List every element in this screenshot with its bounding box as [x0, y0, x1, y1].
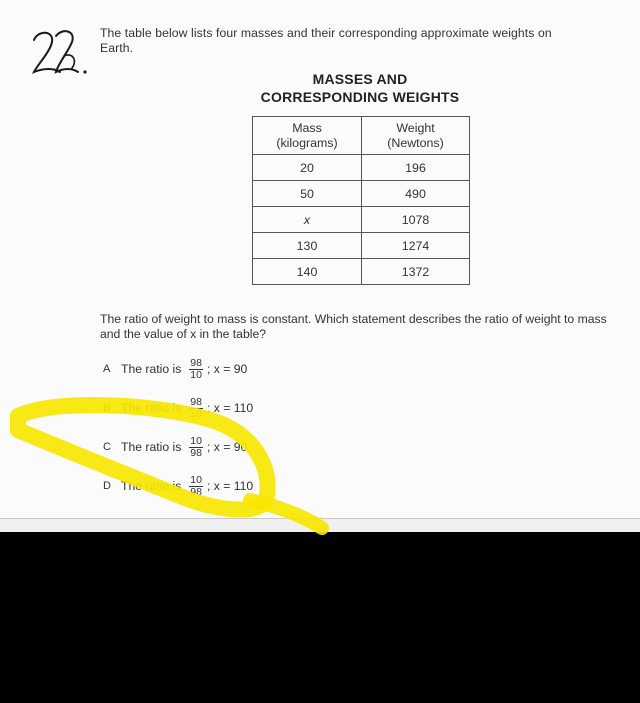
table-row — [253, 259, 470, 285]
mass-weight-table — [252, 116, 470, 285]
fraction-numerator: 98 — [190, 395, 202, 408]
choice-x-value: ; x = 110 — [206, 401, 254, 415]
weight-cell: 1274 — [362, 233, 470, 259]
question-stem: The ratio of weight to mass is constant. Which statement describes the ratio of weight to mass and the value of x in the table? — [100, 312, 607, 341]
question-prompt: The table below lists four masses and their corresponding approximate weights on Earth. — [100, 26, 552, 55]
choice-letter: D — [103, 480, 111, 492]
weight-cell: 196 — [362, 155, 470, 181]
mass-cell: 50 — [253, 181, 362, 207]
answer-choice-c[interactable] — [103, 431, 247, 463]
answer-choice-b[interactable] — [103, 392, 253, 424]
choice-letter: A — [103, 363, 111, 375]
weight-cell: 490 — [362, 181, 470, 207]
table-row — [253, 233, 470, 259]
choice-x-value: ; x = 90 — [206, 440, 248, 454]
answer-choice-d[interactable] — [103, 470, 253, 502]
table-title-line-1: MASSES AND — [312, 71, 408, 87]
mass-cell: 140 — [253, 259, 362, 285]
choice-lead: The ratio is — [121, 362, 182, 376]
choice-lead: The ratio is — [121, 479, 182, 493]
fraction-numerator: 10 — [190, 473, 202, 486]
fraction-denominator: 98 — [190, 446, 202, 459]
choice-lead: The ratio is — [121, 440, 182, 454]
header-weight: Weight (Newtons) — [362, 117, 470, 155]
choice-letter: C — [103, 441, 111, 453]
choice-x-value: ; x = 110 — [206, 479, 254, 493]
fraction-numerator: 10 — [190, 434, 202, 447]
fraction-denominator: 10 — [190, 407, 202, 420]
ratio-fraction — [189, 436, 203, 459]
fraction-denominator: 10 — [190, 368, 202, 381]
header-mass: Mass (kilograms) — [253, 117, 362, 155]
table-header-row — [253, 117, 470, 155]
handwritten-question-number — [28, 26, 90, 78]
choice-lead: The ratio is — [121, 401, 182, 415]
fraction-numerator: 98 — [190, 356, 202, 369]
choice-x-value: ; x = 90 — [206, 362, 248, 376]
table-title-line-2: CORRESPONDING WEIGHTS — [260, 89, 460, 105]
mass-cell: 130 — [253, 233, 362, 259]
answer-choice-a[interactable] — [103, 353, 247, 385]
table-row — [253, 181, 470, 207]
ratio-fraction — [189, 358, 203, 381]
choice-letter: B — [103, 402, 111, 414]
mass-cell: 20 — [253, 155, 362, 181]
ratio-fraction — [189, 475, 203, 498]
mass-cell-unknown: x — [253, 207, 362, 233]
table-row — [253, 207, 470, 233]
ratio-fraction — [189, 397, 203, 420]
weight-cell: 1078 — [362, 207, 470, 233]
table-title — [230, 70, 490, 106]
fraction-denominator: 98 — [190, 485, 202, 498]
weight-cell: 1372 — [362, 259, 470, 285]
table-row — [253, 155, 470, 181]
page-edge — [0, 518, 640, 532]
